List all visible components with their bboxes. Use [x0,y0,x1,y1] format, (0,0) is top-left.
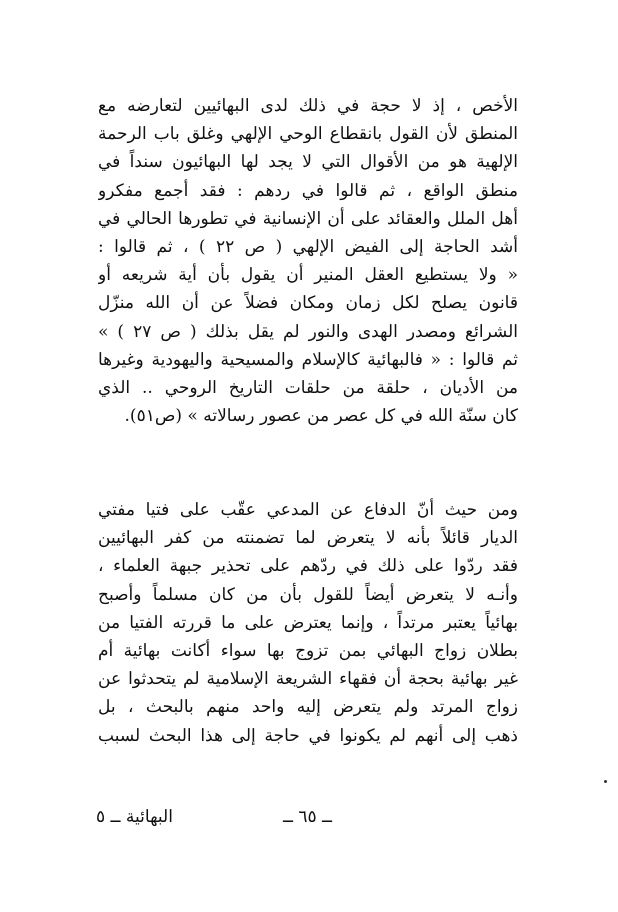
text-line: كان سنّة الله في كل عصر من عصور رسالاته » (ص٥١). [124,406,518,427]
text-line: بطلان زواج البهائي بمن تزوج بها سواء أكانت بهائية أم [98,640,518,661]
text-line: قانون يصلح لكل زمان ومكان فضلاً عن أن الله منزّل [98,293,518,314]
running-title: البهائية ــ ٥ [96,807,173,827]
text-line: ثم قالوا : « فالبهائية كالإسلام والمسيحية واليهودية وغيرها [98,349,518,370]
page-number: ــ ٦٥ ــ [283,807,333,827]
text-line: أهل الملل والعقائد على أن الإنسانية في تطورها الحالي في [98,208,518,229]
text-line: ذهب إلى أنهم لم يكونوا في حاجة إلى هذا البحث لسبب [98,725,518,746]
text-line: منطق الواقع ، ثم قالوا في ردهم : فقد أجمع مفكرو [98,180,518,201]
text-line: الديار قائلاً بأنه لا يتعرض لما تضمنته من كفر البهائيين [98,528,518,549]
text-line: بهائياً يعتبر مرتداً ، وإنما يعترض على ما قررته الفتيا من [98,612,518,633]
text-line: وأنـه لا يتعرض أيضاً للقول بأن من كان مسلماً وأصبح [98,584,518,605]
text-line: ومن حيث أنّ الدفاع عن المدعي عقّب على فتيا مفتي [98,500,518,520]
text-line: من الأديان ، حلقة من حلقات التاريخ الروحي .. الذي [98,377,518,398]
text-line: الإلهية هو من الأقوال التي لا يجد لها البهائيون سنداً في [98,152,518,173]
paragraph-2 [98,496,518,750]
scan-speck [604,780,607,783]
text-line: المنطق لأن القول بانقطاع الوحي الإلهي وغلق باب الرحمة [98,124,518,145]
text-line: زواج المرتد ولم يتعرض إليه واحد منهم بالبحث ، بل [98,697,518,718]
text-line: أشد الحاجة إلى الفيض الإلهي ( ص ٢٢ ) ، ثم قالوا : [98,236,518,257]
text-line: فقد ردّوا على ذلك في ردّهم على تحذير جبهة العلماء ، [98,556,518,577]
paragraph-1 [98,92,518,430]
text-line: الأخص ، إذ لا حجة في ذلك لدى البهائيين لتعارضه مع [98,96,518,116]
text-line: الشرائع ومصدر الهدى والنور لم يقل بذلك ( ص ٢٧ ) » [98,321,518,342]
text-line: غير بهائية بحجة أن فقهاء الشريعة الإسلامية لم يتحدثوا عن [98,669,518,690]
text-line: « ولا يستطيع العقل المنير أن يقول بأن أية شريعه أو [98,265,518,286]
